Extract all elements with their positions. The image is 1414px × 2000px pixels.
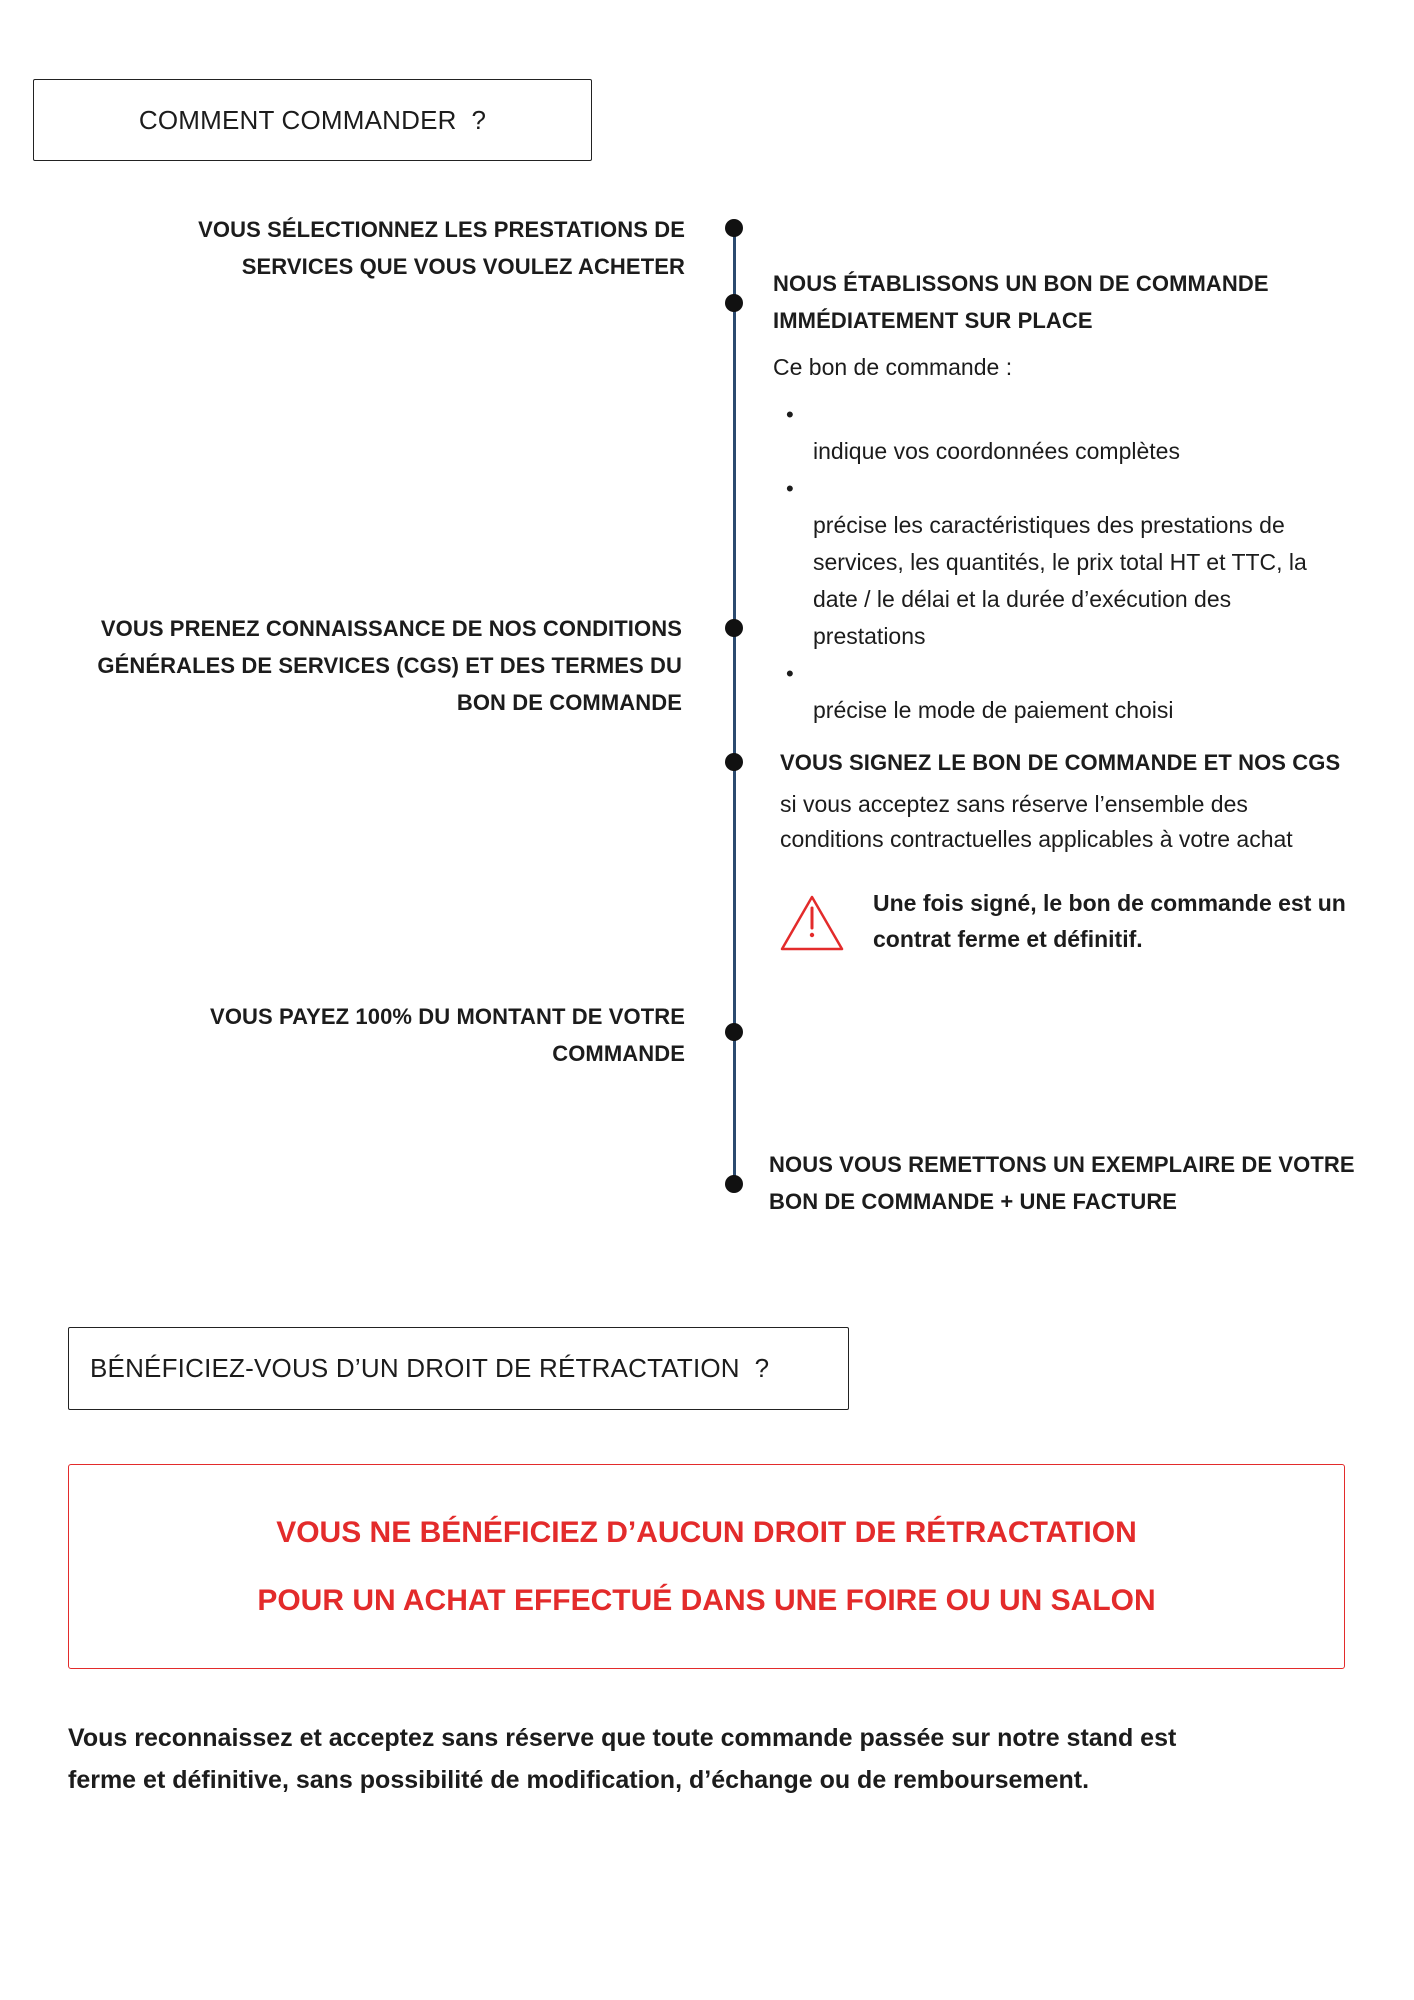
notice-line-1: VOUS NE BÉNÉFICIEZ D’AUCUN DROIT DE RÉTRACTATION	[276, 1516, 1137, 1549]
timeline-dot-receive	[725, 1175, 743, 1193]
step-order-form-heading: NOUS ÉTABLISSONS UN BON DE COMMANDE IMMÉDIATEMENT SUR PLACE	[773, 271, 1269, 333]
order-section-title-box	[33, 79, 592, 161]
timeline-dot-read-terms	[725, 619, 743, 637]
notice-line-2: POUR UN ACHAT EFFECTUÉ DANS UNE FOIRE OU UN SALON	[257, 1584, 1156, 1617]
order-form-details-list	[786, 396, 1307, 729]
timeline-dot-pay	[725, 1023, 743, 1041]
step-select-text: VOUS SÉLECTIONNEZ LES PRESTATIONS DE SERVICES QUE VOUS VOULEZ ACHETER	[198, 217, 685, 279]
timeline-dot-sign	[725, 753, 743, 771]
list-item	[786, 655, 1307, 729]
step-pay-text: VOUS PAYEZ 100% DU MONTANT DE VOTRE COMMANDE	[210, 1004, 685, 1066]
signature-warning-text: Une fois signé, le bon de commande est un contrat ferme et définitif.	[873, 890, 1346, 952]
list-item-text: précise les caractéristiques des prestations de services, les quantités, le prix total HT et TTC, la date / le délai et la durée d’exécution des prestations	[813, 512, 1307, 649]
timeline-dot-order-form	[725, 294, 743, 312]
step-order-form-intro: Ce bon de commande :	[773, 354, 1013, 380]
withdrawal-section-title: BÉNÉFICIEZ-VOUS D’UN DROIT DE RÉTRACTATION ?	[90, 1353, 770, 1383]
acknowledgement-paragraph: Vous reconnaissez et acceptez sans réserve que toute commande passée sur notre stand est ferme et définitive, sans possibilité de modification, d’échange ou de remboursement.	[68, 1724, 1177, 1794]
order-section-title: COMMENT COMMANDER ?	[138, 104, 487, 135]
list-item-text: indique vos coordonnées complètes	[813, 438, 1180, 464]
bullet-icon: •	[786, 476, 794, 501]
withdrawal-section-title-box	[68, 1327, 849, 1410]
bullet-icon: •	[786, 402, 794, 427]
timeline-dot-select	[725, 219, 743, 237]
step-sign-heading: VOUS SIGNEZ LE BON DE COMMANDE ET NOS CGS	[780, 750, 1341, 775]
step-receive-text: NOUS VOUS REMETTONS UN EXEMPLAIRE DE VOTRE BON DE COMMANDE + UNE FACTURE	[769, 1152, 1355, 1214]
list-item-text: précise le mode de paiement choisi	[813, 697, 1174, 723]
list-item	[786, 396, 1307, 470]
no-withdrawal-notice-box	[68, 1464, 1345, 1669]
step-read-terms-text: VOUS PRENEZ CONNAISSANCE DE NOS CONDITIONS GÉNÉRALES DE SERVICES (CGS) ET DES TERMES DU BON DE COMMANDE	[97, 616, 682, 715]
step-sign-text: si vous acceptez sans réserve l’ensemble des conditions contractuelles applicables à votre achat	[780, 791, 1293, 852]
warning-triangle-icon	[779, 894, 845, 952]
list-item	[786, 470, 1307, 655]
bullet-icon: •	[786, 661, 794, 686]
